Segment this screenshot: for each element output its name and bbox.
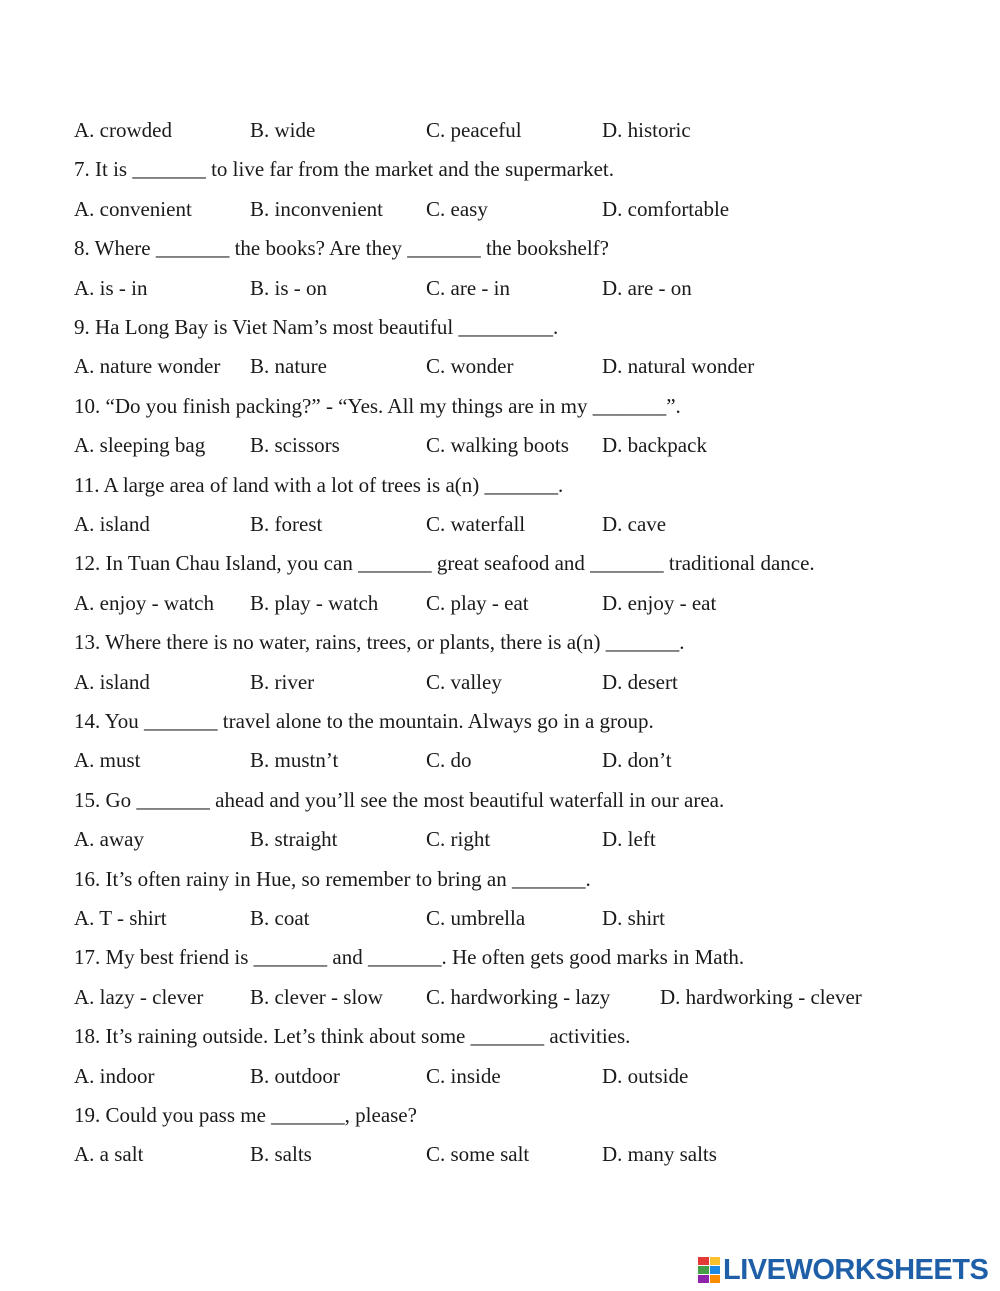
logo-text: LIVEWORKSHEETS [723, 1253, 989, 1286]
option-c: C. wonder [426, 354, 514, 379]
question-text: 13. Where there is no water, rains, trees, or plants, there is a(n) _______. [74, 630, 685, 655]
question-text: 14. You _______ travel alone to the mountain. Always go in a group. [74, 709, 654, 733]
question-text: 18. It’s raining outside. Let’s think about some _______ activities. [74, 1024, 631, 1049]
option-a: A. island [74, 512, 150, 536]
logo-icon [698, 1257, 720, 1283]
option-d: D. comfortable [602, 196, 730, 221]
logo-square [698, 1275, 709, 1283]
option-d: D. shirt [602, 906, 665, 930]
option-a: A. T - shirt [74, 906, 167, 930]
logo-square [710, 1275, 721, 1283]
question-text: 11. A large area of land with a lot of trees is a(n) _______. [74, 472, 564, 497]
option-d: D. don’t [602, 748, 672, 773]
option-d: D. are - on [602, 275, 692, 300]
option-a: A. nature wonder [74, 354, 221, 379]
question-text: 9. Ha Long Bay is Viet Nam’s most beautiful _________. [74, 315, 559, 339]
option-c: C. are - in [426, 275, 510, 300]
option-d: D. hardworking - clever [660, 984, 862, 1009]
option-b: B. mustn’t [250, 748, 339, 773]
question-text: 7. It is _______ to live far from the market and the supermarket. [74, 157, 615, 182]
option-b: B. inconvenient [250, 196, 383, 221]
logo-square [710, 1257, 721, 1265]
option-c: C. inside [426, 1063, 501, 1088]
option-b: B. salts [250, 1142, 312, 1167]
option-b: B. play - watch [250, 590, 379, 615]
option-b: B. scissors [250, 433, 340, 458]
option-a: A. enjoy - watch [74, 590, 214, 615]
question-text: 16. It’s often rainy in Hue, so remember to bring an _______. [74, 866, 591, 891]
option-c: C. walking boots [426, 433, 569, 458]
logo-square [698, 1257, 709, 1265]
option-a: A. lazy - clever [74, 984, 204, 1009]
option-a: A. away [74, 827, 144, 852]
option-b: B. clever - slow [250, 984, 383, 1009]
option-d: D. natural wonder [602, 354, 755, 379]
question-text: 15. Go _______ ahead and you’ll see the most beautiful waterfall in our area. [74, 787, 725, 812]
option-d: D. outside [602, 1063, 689, 1088]
option-b: B. straight [250, 827, 338, 852]
option-c: C. waterfall [426, 512, 526, 536]
question-text: 12. In Tuan Chau Island, you can _______ great seafood and _______ traditional dance. [74, 551, 815, 576]
option-c: C. play - eat [426, 590, 529, 615]
option-d: D. historic [602, 118, 691, 142]
liveworksheets-logo [698, 1253, 988, 1287]
option-a: A. crowded [74, 118, 172, 142]
option-c: C. hardworking - lazy [426, 984, 611, 1009]
option-d: D. left [602, 827, 656, 852]
logo-square [710, 1266, 721, 1274]
option-c: C. right [426, 827, 491, 852]
option-c: C. easy [426, 196, 488, 221]
option-b: B. outdoor [250, 1063, 340, 1088]
question-text: 17. My best friend is _______ and _______. He often gets good marks in Math. [74, 945, 745, 970]
option-b: B. forest [250, 512, 323, 536]
option-c: C. umbrella [426, 906, 526, 930]
logo-square [698, 1266, 709, 1274]
option-d: D. many salts [602, 1142, 717, 1167]
option-c: C. do [426, 748, 472, 773]
option-b: B. is - on [250, 275, 328, 300]
option-c: C. peaceful [426, 118, 522, 142]
option-a: A. must [74, 748, 141, 773]
option-c: C. some salt [426, 1142, 530, 1167]
option-b: B. nature [250, 354, 327, 379]
option-a: A. is - in [74, 275, 148, 300]
option-a: A. indoor [74, 1063, 155, 1088]
option-d: D. desert [602, 669, 678, 694]
option-b: B. coat [250, 906, 310, 930]
option-a: A. a salt [74, 1142, 144, 1167]
option-a: A. sleeping bag [74, 433, 206, 458]
question-text: 10. “Do you finish packing?” - “Yes. All my things are in my _______”. [74, 393, 681, 418]
question-text: 8. Where _______ the books? Are they _______ the bookshelf? [74, 236, 609, 261]
option-b: B. wide [250, 118, 316, 142]
option-d: D. cave [602, 512, 667, 536]
option-b: B. river [250, 669, 315, 694]
option-c: C. valley [426, 669, 502, 694]
option-a: A. convenient [74, 196, 192, 221]
question-text: 19. Could you pass me _______, please? [74, 1103, 417, 1127]
option-a: A. island [74, 669, 150, 694]
option-d: D. enjoy - eat [602, 590, 717, 615]
option-d: D. backpack [602, 433, 707, 458]
